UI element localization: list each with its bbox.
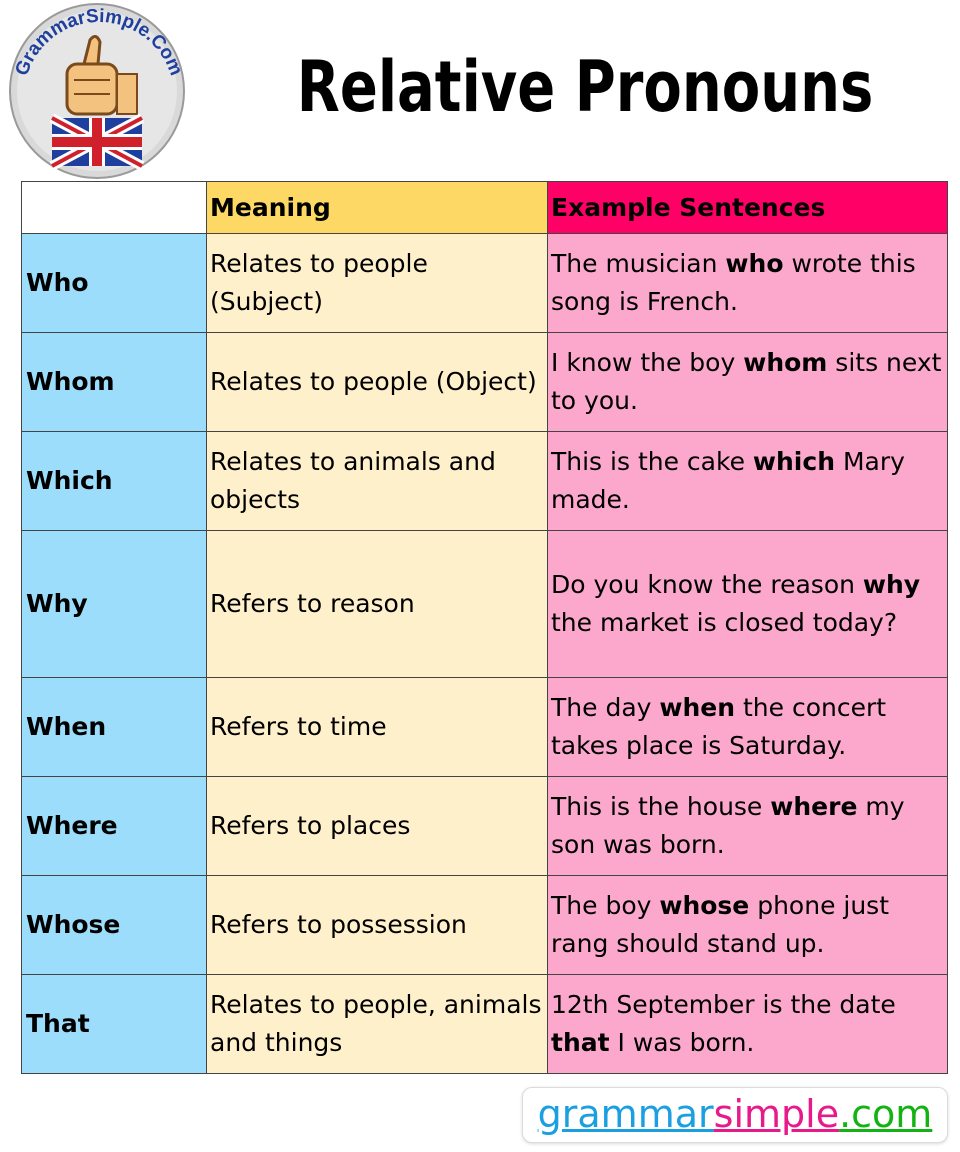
site-link-part-grammar: grammar	[537, 1092, 714, 1136]
header-meaning: Meaning	[207, 182, 548, 234]
example-cell: This is the cake which Mary made.	[548, 432, 948, 531]
meaning-cell: Relates to people (Object)	[207, 333, 548, 432]
meaning-cell: Relates to animals and objects	[207, 432, 548, 531]
pronoun-cell: Whose	[22, 876, 207, 975]
pronoun-cell: That	[22, 975, 207, 1074]
pronoun-table	[21, 181, 948, 1074]
pronoun-cell: Why	[22, 531, 207, 678]
grammarsimple-logo	[4, 2, 190, 180]
header-blank-cell	[22, 182, 207, 234]
pronoun-cell: Which	[22, 432, 207, 531]
meaning-cell: Relates to people (Subject)	[207, 234, 548, 333]
pronoun-cell: When	[22, 678, 207, 777]
meaning-cell: Refers to reason	[207, 531, 548, 678]
table-row	[22, 234, 948, 333]
pronoun-cell: Whom	[22, 333, 207, 432]
table-row	[22, 432, 948, 531]
table-row	[22, 531, 948, 678]
site-link-part-simple: simple	[713, 1092, 840, 1136]
header-example-sentences: Example Sentences	[548, 182, 948, 234]
example-cell: 12th September is the date that I was born.	[548, 975, 948, 1074]
page-title: Relative Pronouns	[296, 46, 874, 128]
meaning-cell: Refers to places	[207, 777, 548, 876]
pronoun-cell: Where	[22, 777, 207, 876]
table-row	[22, 777, 948, 876]
pronoun-cell: Who	[22, 234, 207, 333]
site-link[interactable]	[522, 1087, 948, 1143]
table-row	[22, 876, 948, 975]
example-cell: This is the house where my son was born.	[548, 777, 948, 876]
meaning-cell: Refers to time	[207, 678, 548, 777]
table-header-row	[22, 182, 948, 234]
table-row	[22, 678, 948, 777]
table-row	[22, 333, 948, 432]
meaning-cell: Refers to possession	[207, 876, 548, 975]
example-cell: The boy whose phone just rang should stand up.	[548, 876, 948, 975]
logo-text: GrammarSimple.Com	[11, 5, 187, 79]
site-link-part-com: .com	[839, 1092, 933, 1136]
uk-flag-icon	[52, 118, 142, 166]
example-cell: The musician who wrote this song is French.	[548, 234, 948, 333]
table-row	[22, 975, 948, 1074]
meaning-cell: Relates to people, animals and things	[207, 975, 548, 1074]
example-cell: I know the boy whom sits next to you.	[548, 333, 948, 432]
example-cell: The day when the concert takes place is Saturday.	[548, 678, 948, 777]
example-cell: Do you know the reason why the market is closed today?	[548, 531, 948, 678]
